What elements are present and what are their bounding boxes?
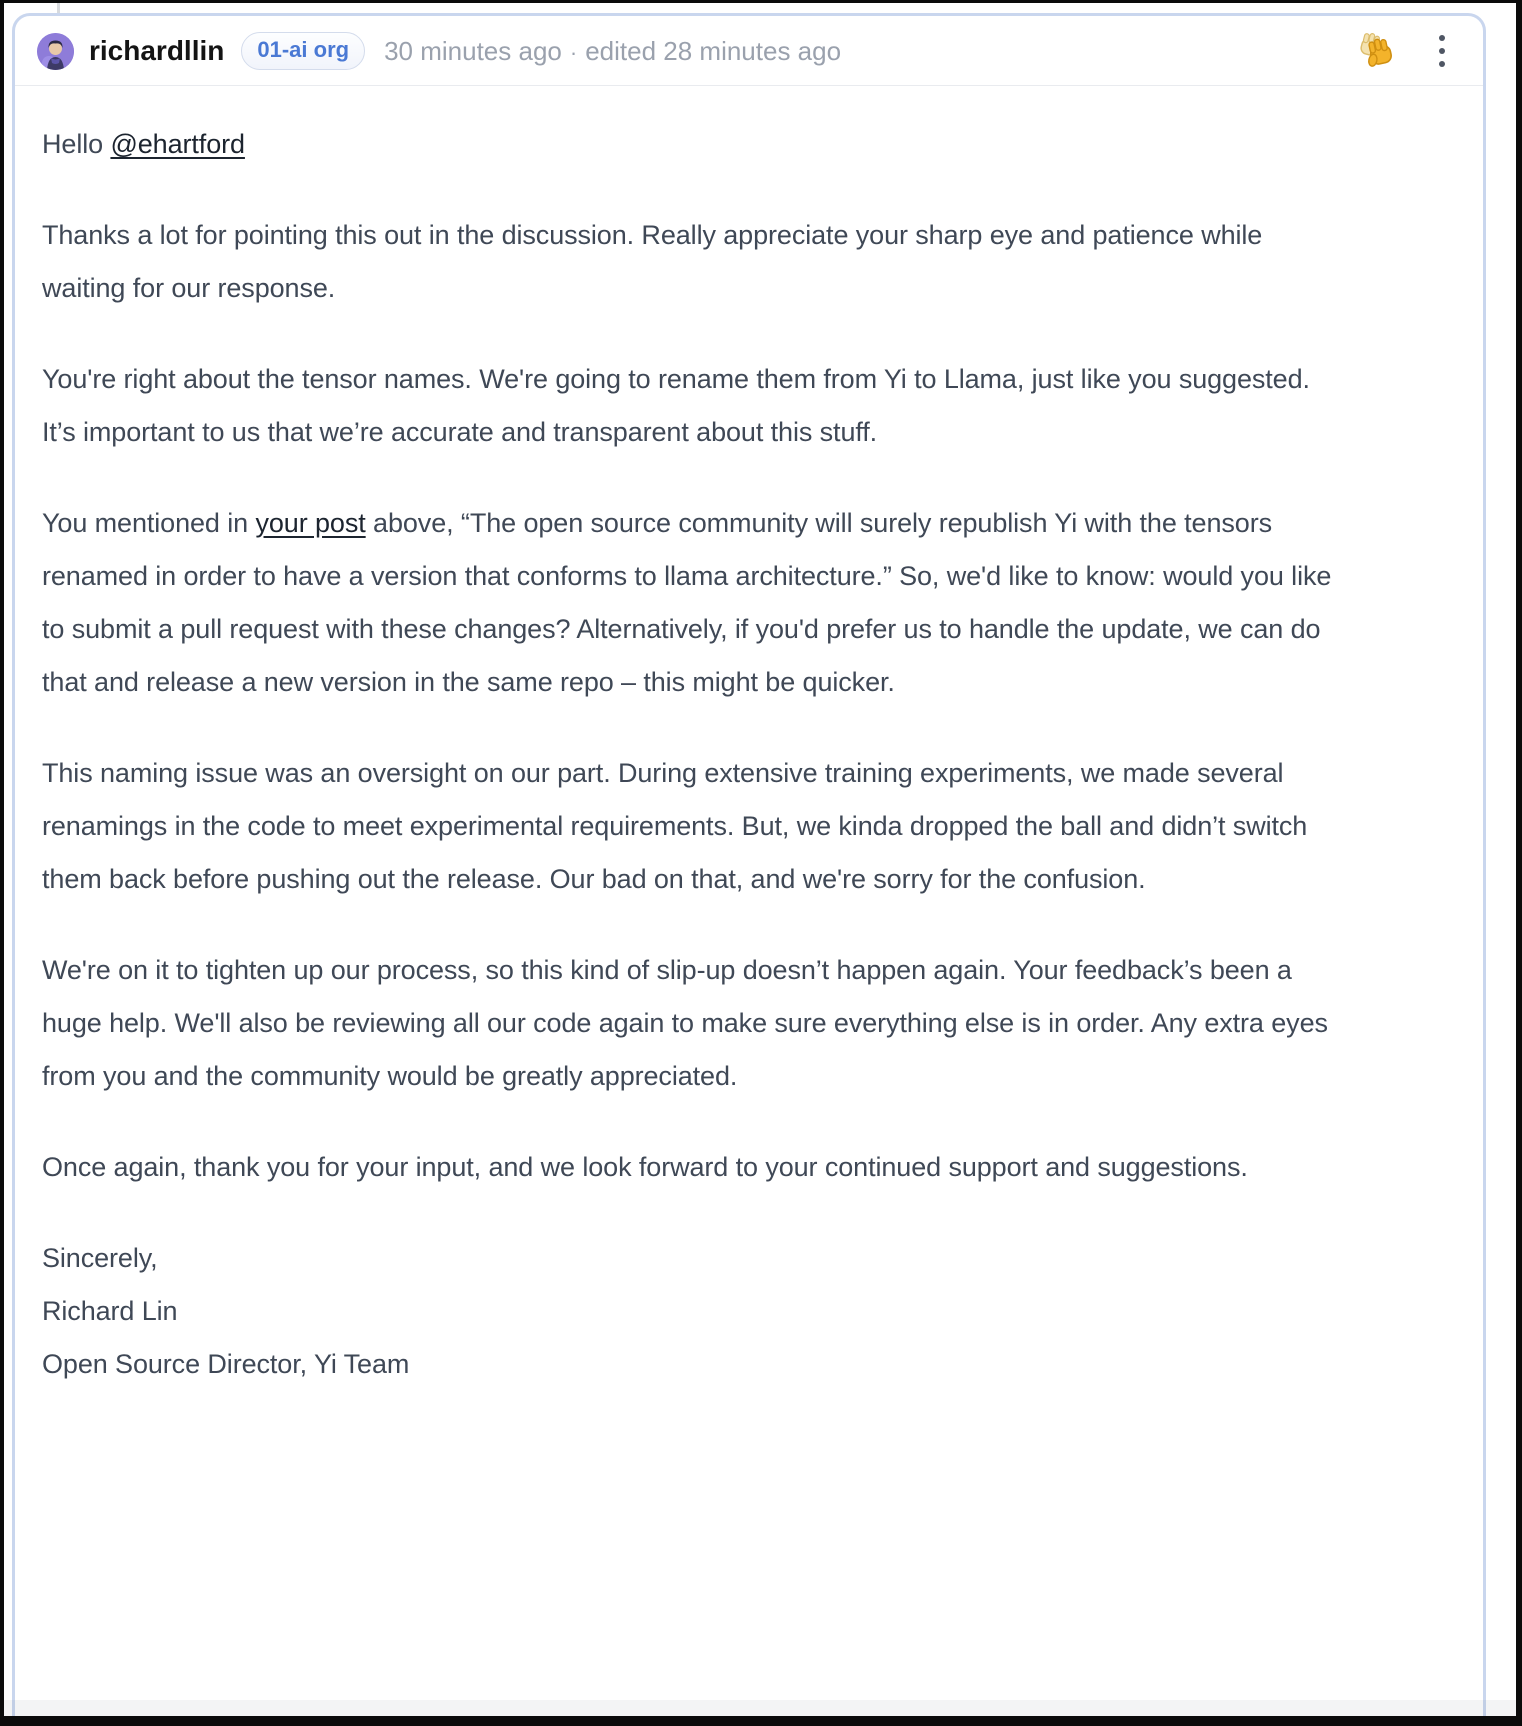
signature-title: Open Source Director, Yi Team <box>42 1349 410 1379</box>
comment-header <box>15 16 1483 86</box>
clap-hands-glyph <box>1357 31 1399 71</box>
comment-paragraph-process: We're on it to tighten up our process, so this kind of slip-up doesn’t happen again. Your feedback’s been a huge help. We'll also be reviewing all our code again to make sure everything else is in order. Any extra eyes from you and the community would be greatly appreciated. <box>42 955 1328 1091</box>
clap-reaction-icon[interactable] <box>1357 31 1399 71</box>
avatar-person-illustration <box>37 33 74 70</box>
timestamp-edited: edited 28 minutes ago <box>585 35 842 66</box>
org-badge[interactable]: 01-ai org <box>241 32 365 70</box>
comment-actions <box>1357 31 1455 71</box>
discussion-page <box>4 3 1516 1716</box>
your-post-link[interactable]: your post <box>255 508 366 538</box>
timestamp-posted: 30 minutes ago <box>384 35 562 66</box>
signature-closing: Sincerely, <box>42 1243 158 1273</box>
comment-paragraph-mention-post <box>42 497 1340 709</box>
comment-paragraph-thankyou: Once again, thank you for your input, and we look forward to your continued support and suggestions. <box>42 1152 1248 1182</box>
mention-link[interactable]: @ehartford <box>110 129 245 159</box>
comment-paragraph-greeting <box>42 118 1340 171</box>
kebab-menu-icon[interactable] <box>1429 31 1455 71</box>
timestamp <box>384 36 841 67</box>
comment-author-row <box>37 32 841 70</box>
mention-post-rest: above, “The open source community will surely republish Yi with the tensors renamed in order to have a version that conforms to llama architecture.” So, we'd like to know: would you like to submit a pull request with these changes? Alternatively, if you'd prefer us to handle the update, we can do that and release a new version in the same repo – this might be quicker. <box>42 508 1332 697</box>
comment-card <box>12 13 1486 1716</box>
next-element-edge <box>4 1700 1516 1716</box>
signature-name: Richard Lin <box>42 1296 178 1326</box>
avatar[interactable] <box>37 33 74 70</box>
comment-body <box>15 86 1483 1391</box>
timestamp-separator: · <box>569 39 578 65</box>
greeting-text: Hello <box>42 129 111 159</box>
kebab-dots-glyph <box>1437 34 1447 68</box>
comment-paragraph-oversight: This naming issue was an oversight on our part. During extensive training experiments, we made several renamings in the code to meet experimental requirements. But, we kinda dropped the ball and didn’t switch them back before pushing out the release. Our bad on that, and we're sorry for the confusion. <box>42 758 1308 894</box>
mention-post-pre: You mentioned in <box>42 508 256 538</box>
username-link[interactable]: richardllin <box>89 35 225 66</box>
comment-paragraph-thanks: Thanks a lot for pointing this out in the discussion. Really appreciate your sharp eye and patience while waiting for our response. <box>42 220 1263 303</box>
comment-signature <box>42 1232 1340 1391</box>
comment-paragraph-rename: You're right about the tensor names. We're going to rename them from Yi to Llama, just like you suggested. It’s important to us that we’re accurate and transparent about this stuff. <box>42 364 1310 447</box>
